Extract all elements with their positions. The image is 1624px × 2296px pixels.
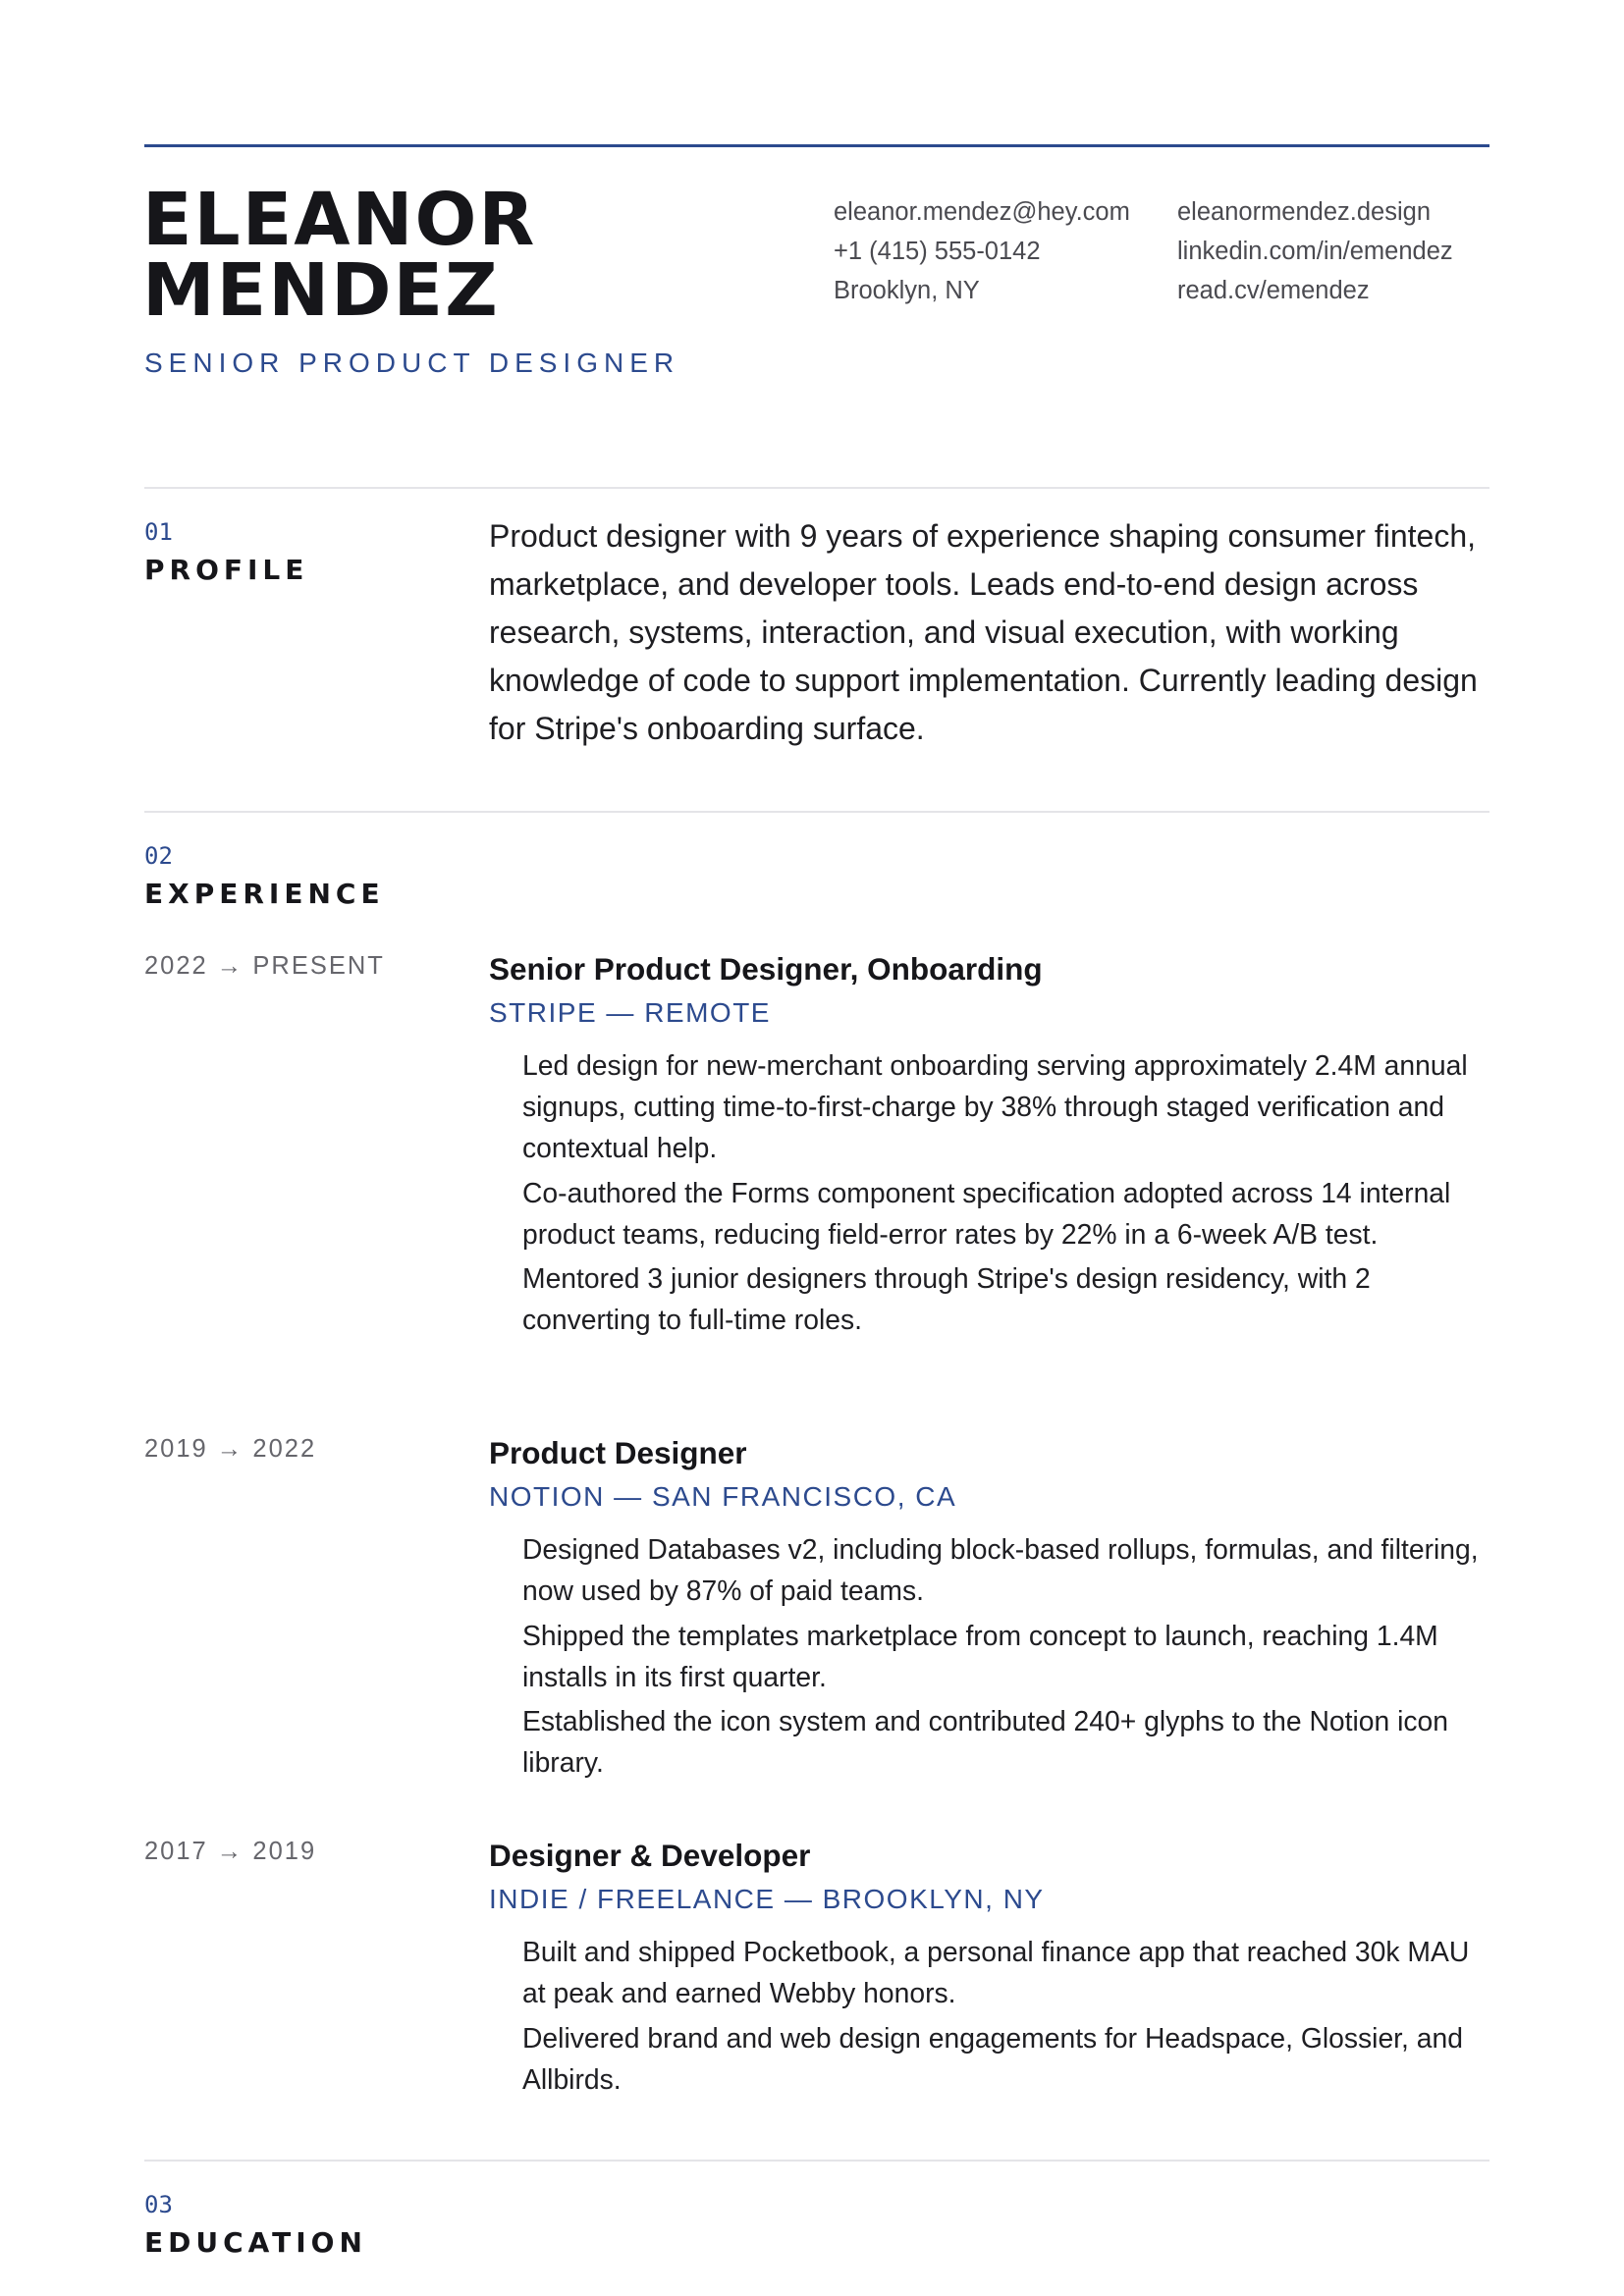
job-bullet: Shipped the templates marketplace from concept to launch, reaching 1.4M installs in its first quarter. bbox=[522, 1619, 1438, 1692]
education-section-number: 03 bbox=[144, 2191, 173, 2218]
contact-email[interactable]: eleanor.mendez@hey.com bbox=[834, 198, 1130, 226]
job-bullet: Established the icon system and contributed 240+ glyphs to the Notion icon library. bbox=[522, 1705, 1449, 1778]
contact-phone[interactable]: +1 (415) 555-0142 bbox=[834, 238, 1041, 265]
name-first: ELEANOR bbox=[142, 178, 537, 262]
profile-section-number: 01 bbox=[144, 518, 173, 546]
job-bullets bbox=[522, 1528, 1499, 1787]
job-bullet: Designed Databases v2, including block-based rollups, formulas, and filtering, now used by 87% of paid teams. bbox=[522, 1533, 1479, 1606]
section-divider bbox=[144, 2160, 1489, 2162]
profile-section-title: PROFILE bbox=[144, 554, 309, 586]
job-dates: 2022 → PRESENT bbox=[144, 952, 385, 980]
name-last: MENDEZ bbox=[142, 248, 500, 333]
candidate-role: SENIOR PRODUCT DESIGNER bbox=[144, 347, 680, 378]
job-title: Product Designer bbox=[489, 1435, 747, 1470]
contact-linkedin[interactable]: linkedin.com/in/emendez bbox=[1177, 238, 1453, 265]
job-bullet: Built and shipped Pocketbook, a personal finance app that reached 30k MAU at peak and earned Webby honors. bbox=[522, 1936, 1470, 2008]
job-title: Senior Product Designer, Onboarding bbox=[489, 951, 1043, 987]
job-bullet: Co-authored the Forms component specification adopted across 14 internal product teams, reducing field-error rates by 22% in a 6-week A/B test. bbox=[522, 1176, 1451, 1250]
experience-section-number: 02 bbox=[144, 842, 173, 870]
job-company: NOTION — SAN FRANCISCO, CA bbox=[489, 1481, 957, 1512]
section-divider bbox=[144, 811, 1489, 813]
header-rule bbox=[144, 144, 1489, 147]
experience-section-title: EXPERIENCE bbox=[144, 878, 385, 910]
contact-column-primary bbox=[834, 192, 1130, 310]
contact-location: Brooklyn, NY bbox=[834, 277, 980, 304]
job-company: INDIE / FREELANCE — BROOKLYN, NY bbox=[489, 1884, 1045, 1914]
education-section-title: EDUCATION bbox=[144, 2226, 367, 2259]
job-dates: 2017 → 2019 bbox=[144, 1838, 317, 1865]
contact-readcv[interactable]: read.cv/emendez bbox=[1177, 277, 1370, 304]
job-bullet: Mentored 3 junior designers through Stripe's design residency, with 2 converting to full-time roles. bbox=[522, 1262, 1371, 1335]
job-bullets bbox=[522, 1044, 1499, 1344]
candidate-name bbox=[142, 178, 537, 333]
job-title: Designer & Developer bbox=[489, 1838, 811, 1873]
job-dates: 2019 → 2022 bbox=[144, 1435, 317, 1463]
job-bullet: Delivered brand and web design engagements for Headspace, Glossier, and Allbirds. bbox=[522, 2021, 1463, 2095]
job-company: STRIPE — REMOTE bbox=[489, 997, 771, 1028]
section-divider bbox=[144, 487, 1489, 489]
contact-website[interactable]: eleanormendez.design bbox=[1177, 198, 1432, 226]
job-bullets bbox=[522, 1931, 1499, 2103]
contact-column-links bbox=[1177, 192, 1453, 310]
profile-summary: Product designer with 9 years of experience shaping consumer fintech, marketplace, and developer tools. Leads end-to-end design across research, systems, interaction, and visual execution, with working knowledge of code to support implementation. Currently leading design for Stripe's onboarding surface. bbox=[489, 518, 1478, 746]
job-bullet: Led design for new-merchant onboarding serving approximately 2.4M annual signups, cutting time-to-first-charge by 38% through staged verification and contextual help. bbox=[522, 1049, 1468, 1163]
